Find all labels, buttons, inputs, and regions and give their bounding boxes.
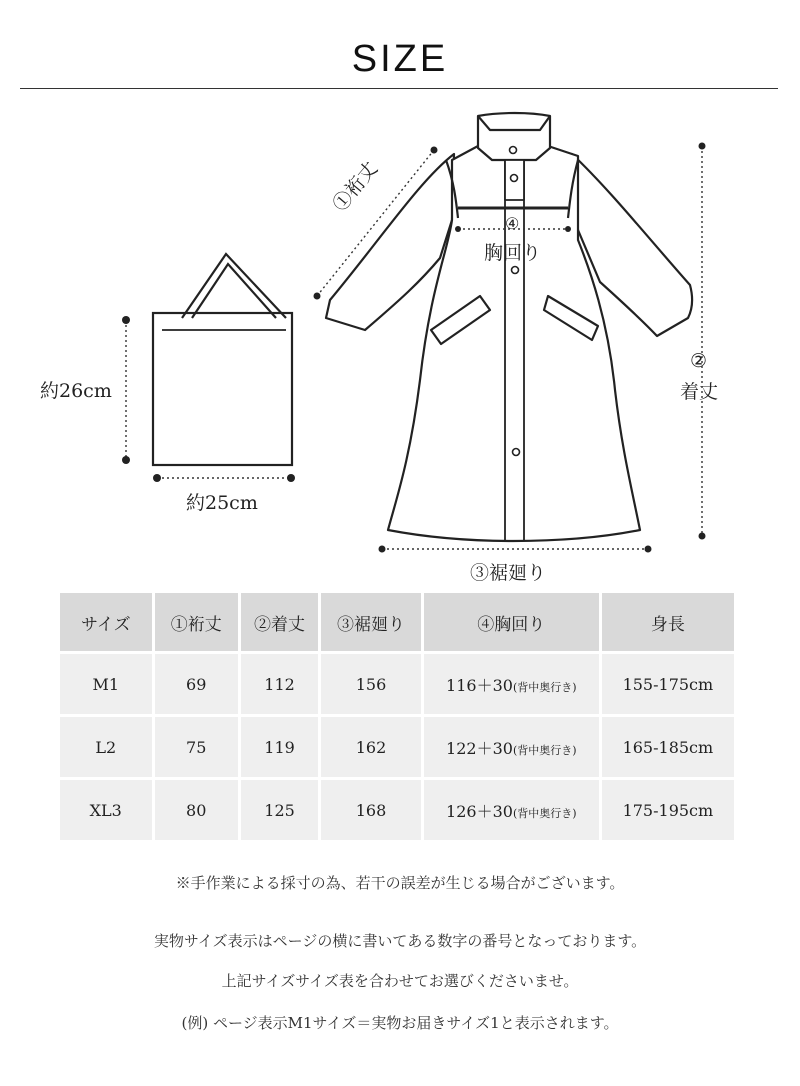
header-sleeve: ①裄丈 bbox=[155, 593, 238, 651]
size-example-note: (例) ページ表示M1サイズ＝実物お届きサイズ1と表示されます。 bbox=[181, 1014, 619, 1032]
size-display-note: 実物サイズ表示はページの横に書いてある数字の番号となっております。 bbox=[153, 932, 647, 950]
header-height: 身長 bbox=[602, 593, 734, 651]
cell-size: L2 bbox=[60, 717, 152, 777]
cell-height: 165-185cm bbox=[602, 717, 734, 777]
table-row bbox=[60, 654, 734, 714]
cell-length: 119 bbox=[241, 717, 318, 777]
table-row bbox=[60, 780, 734, 840]
header-length: ②着丈 bbox=[241, 593, 318, 651]
cell-height: 175-195cm bbox=[602, 780, 734, 840]
tote-bag-illustration bbox=[153, 254, 292, 465]
chest-value: 126＋30 bbox=[446, 801, 513, 821]
cell-size: M1 bbox=[60, 654, 152, 714]
cell-chest bbox=[424, 717, 599, 777]
page-title: SIZE bbox=[351, 38, 449, 80]
chest-value: 122＋30 bbox=[446, 738, 513, 758]
header-hem: ③裾廻り bbox=[321, 593, 421, 651]
length-label: 着丈 bbox=[680, 381, 719, 403]
bag-width-label: 約25cm bbox=[186, 492, 258, 514]
size-table bbox=[57, 590, 737, 843]
table-header-row bbox=[60, 593, 734, 651]
cell-hem: 162 bbox=[321, 717, 421, 777]
measurement-error-note: ※手作業による採寸の為、若干の誤差が生じる場合がございます。 bbox=[175, 874, 625, 892]
header-size: サイズ bbox=[60, 593, 152, 651]
cell-sleeve: 80 bbox=[155, 780, 238, 840]
cell-length: 112 bbox=[241, 654, 318, 714]
cell-chest bbox=[424, 780, 599, 840]
chest-number: ④ bbox=[505, 214, 520, 233]
sleeve-length-label: ①裄丈 bbox=[328, 157, 383, 216]
cell-sleeve: 75 bbox=[155, 717, 238, 777]
length-number: ② bbox=[690, 350, 708, 372]
cell-hem: 156 bbox=[321, 654, 421, 714]
cell-hem: 168 bbox=[321, 780, 421, 840]
cell-chest bbox=[424, 654, 599, 714]
chest-note: (背中奥行き) bbox=[512, 806, 577, 820]
chest-value: 116＋30 bbox=[446, 675, 513, 695]
header-chest: ④胸回り bbox=[424, 593, 599, 651]
cell-size: XL3 bbox=[60, 780, 152, 840]
raincoat-illustration bbox=[326, 113, 692, 541]
cell-sleeve: 69 bbox=[155, 654, 238, 714]
chest-note: (背中奥行き) bbox=[512, 680, 577, 694]
size-select-note: 上記サイズサイズ表を合わせてお選びくださいませ。 bbox=[221, 972, 579, 990]
bag-height-label: 約26cm bbox=[40, 380, 112, 402]
table-row bbox=[60, 717, 734, 777]
cell-length: 125 bbox=[241, 780, 318, 840]
cell-height: 155-175cm bbox=[602, 654, 734, 714]
chest-note: (背中奥行き) bbox=[512, 743, 577, 757]
chest-label: 胸回り bbox=[484, 242, 542, 264]
hem-label: ③裾廻り bbox=[470, 562, 547, 584]
